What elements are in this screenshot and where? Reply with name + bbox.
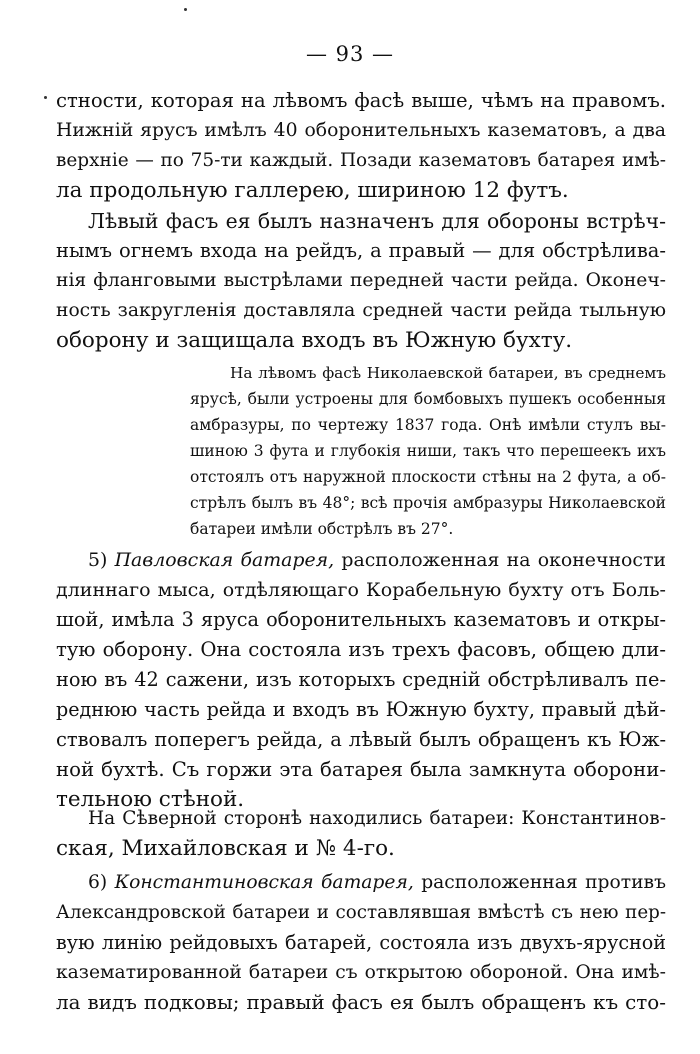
text-line: На Сѣверной сторонѣ находились батареи: Константинов-: [88, 808, 666, 829]
text-line: Александровской батареи и составлявшая вмѣстѣ съ нею пер-: [56, 902, 666, 923]
text-line: оборону и защищала входъ въ Южную бухту.: [56, 328, 573, 353]
note-line: ярусѣ, были устроены для бомбовыхъ пушекъ особенныя: [190, 390, 666, 408]
note-line: На лѣвомъ фасѣ Николаевской батареи, въ среднемъ: [230, 364, 666, 382]
paragraph-konstantinovskaya: [56, 868, 666, 1018]
text-fragment: расположенная на оконечности: [341, 549, 666, 571]
text-line: длиннаго мыса, отдѣляющаго Корабельную бухту отъ Боль-: [56, 579, 666, 601]
text-line: [56, 545, 666, 575]
text-line: [56, 868, 666, 898]
text-line: нія фланговыми выстрѣлами передней части рейда. Оконеч-: [56, 270, 666, 291]
paragraph-pavlovskaya: [56, 545, 666, 815]
text-line: ствовалъ поперегъ рейда, а лѣвый былъ обращенъ къ Юж-: [56, 728, 666, 751]
text-line: шой, имѣла 3 яруса оборонительныхъ казематовъ и откры-: [56, 608, 666, 631]
text-fragment: расположенная противъ: [421, 872, 666, 893]
text-line: ность закругленія доставляла средней части рейда тыльную: [56, 300, 666, 321]
note-line: амбразуры, по чертежу 1837 года. Онѣ имѣли стулъ вы-: [190, 416, 666, 434]
text-line: реднюю часть рейда и входъ въ Южную бухту, правый дѣй-: [56, 698, 666, 721]
text-line: ной бухтѣ. Съ горжи эта батарея была замкнута оборони-: [56, 758, 666, 781]
text-line: вую линію рейдовыхъ батарей, состояла изъ двухъ-ярусной: [56, 931, 666, 954]
text-line: стности, которая на лѣвомъ фасѣ выше, чѣмъ на правомъ.: [56, 89, 666, 112]
note-line: стрѣлъ былъ въ 48°; всѣ прочія амбразуры Николаевской: [190, 494, 666, 512]
text-line: казематированной батареи съ открытою обороной. Она имѣ-: [56, 962, 666, 983]
text-line: Нижній ярусъ имѣлъ 40 оборонительныхъ казематовъ, а два: [56, 120, 666, 141]
item-number: 6): [88, 872, 108, 893]
text-line: ною въ 42 сажени, изъ которыхъ средній обстрѣливалъ пе-: [56, 668, 666, 691]
text-line: Лѣвый фасъ ея былъ назначенъ для обороны встрѣч-: [88, 209, 666, 233]
text-line: ская, Михайловская и № 4-го.: [56, 836, 395, 861]
text-line: тельною стѣной.: [56, 787, 245, 812]
note-line: шиною 3 фута и глубокія ниши, такъ что перешеекъ ихъ: [190, 442, 666, 460]
item-number: 5): [88, 549, 108, 571]
footnote-block: [190, 360, 666, 542]
paragraph-nikolaev-flanks: [56, 206, 666, 356]
text-line: нымъ огнемъ входа на рейдъ, а правый — для обстрѣлива-: [56, 239, 666, 262]
paragraph-north-side: [56, 804, 666, 864]
text-line: ла продольную галлерею, шириною 12 футъ.: [56, 178, 569, 203]
note-line: отстоялъ отъ наружной плоскости стѣны на 2 фута, а об-: [190, 468, 666, 486]
text-line: ла видъ подковы; правый фасъ ея былъ обращенъ къ сто-: [56, 991, 666, 1014]
text-line: верхніе — по 75-ти каждый. Позади казематовъ батарея имѣ-: [56, 150, 666, 171]
paragraph-continuation: [56, 86, 666, 206]
battery-name: Павловская батарея,: [114, 549, 335, 571]
text-line: тую оборону. Она состояла изъ трехъ фасовъ, общею дли-: [56, 638, 666, 661]
battery-name: Константиновская батарея,: [114, 872, 414, 893]
note-line: батареи имѣли обстрѣлъ въ 27°.: [190, 520, 454, 538]
page-number: — 93 —: [305, 42, 395, 66]
scan-speck-top: [184, 8, 187, 11]
scan-speck-left: [44, 96, 47, 99]
